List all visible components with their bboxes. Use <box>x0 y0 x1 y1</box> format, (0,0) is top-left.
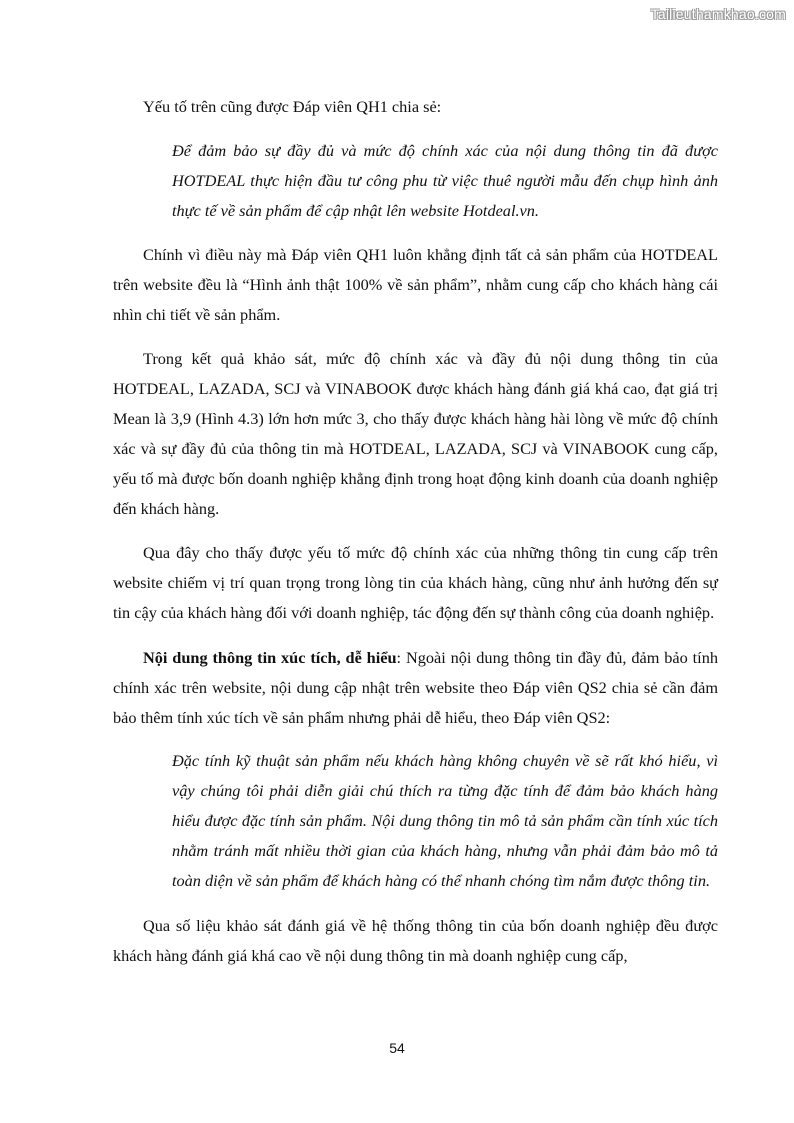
paragraph-intro: Yếu tố trên cũng được Đáp viên QH1 chia sẻ: <box>143 97 442 116</box>
document-body <box>113 92 718 971</box>
paragraph-concise-content <box>113 643 718 733</box>
page-number: 54 <box>389 1040 405 1056</box>
paragraph-accuracy-importance: Qua đây cho thấy được yếu tố mức độ chính xác của những thông tin cung cấp trên website chiếm vị trí quan trọng trong lòng tin của khách hàng, cũng như ảnh hưởng đến sự tin cậy của khách hàng đối với doanh nghiệp, tác động đến sự thành công của doanh nghiệp. <box>113 543 718 622</box>
paragraph-survey-summary: Qua số liệu khảo sát đánh giá về hệ thống thông tin của bốn doanh nghiệp đều được khách hàng đánh giá khá cao về nội dung thông tin mà doanh nghiệp cung cấp, <box>113 916 718 965</box>
paragraph-real-images: Chính vì điều này mà Đáp viên QH1 luôn khẳng định tất cả sản phẩm của HOTDEAL trên website đều là “Hình ảnh thật 100% về sản phẩm”, nhằm cung cấp cho khách hàng cái nhìn chi tiết về sản phẩm. <box>113 245 718 324</box>
watermark-text: Tailieuthamkhao.com <box>650 6 786 22</box>
paragraph-survey-results: Trong kết quả khảo sát, mức độ chính xác và đầy đủ nội dung thông tin của HOTDEAL, LAZADA, SCJ và VINABOOK được khách hàng đánh giá khá cao, đạt giá trị Mean là 3,9 (Hình 4.3) lớn hơn mức 3, cho thấy được khách hàng hài lòng về mức độ chính xác và sự đầy đủ của thông tin mà HOTDEAL, LAZADA, SCJ và VINABOOK cung cấp, yếu tố mà được bốn doanh nghiệp khẳng định trong hoạt động kinh doanh của doanh nghiệp đến khách hàng. <box>113 349 718 518</box>
quote-qs2: Đặc tính kỹ thuật sản phẩm nếu khách hàng không chuyên về sẽ rất khó hiểu, vì vậy chúng tôi phải diễn giải chú thích ra từng đặc tính để đảm bảo khách hàng hiểu được đặc tính sản phẩm. Nội dung thông tin mô tả sản phẩm cần tính xúc tích nhằm tránh mất nhiều thời gian của khách hàng, nhưng vẫn phải đảm bảo mô tả toàn diện về sản phẩm để khách hàng có thể nhanh chóng tìm nắm được thông tin. <box>172 751 718 890</box>
heading-concise-content: Nội dung thông tin xúc tích, dễ hiểu <box>143 648 397 667</box>
quote-qh1: Để đảm bảo sự đầy đủ và mức độ chính xác của nội dung thông tin đã được HOTDEAL thực hiện đầu tư công phu từ việc thuê người mẫu đến chụp hình ảnh thực tế về sản phẩm để cập nhật lên website Hotdeal.vn. <box>172 141 718 220</box>
paragraph-concise-content-text: : Ngoài nội dung thông tin đầy đủ, đảm bảo tính chính xác trên website, nội dung cập nhật trên website theo Đáp viên QS2 chia sẻ cần đảm bảo thêm tính xúc tích về sản phẩm nhưng phải dễ hiểu, theo Đáp viên QS2: <box>113 648 718 727</box>
